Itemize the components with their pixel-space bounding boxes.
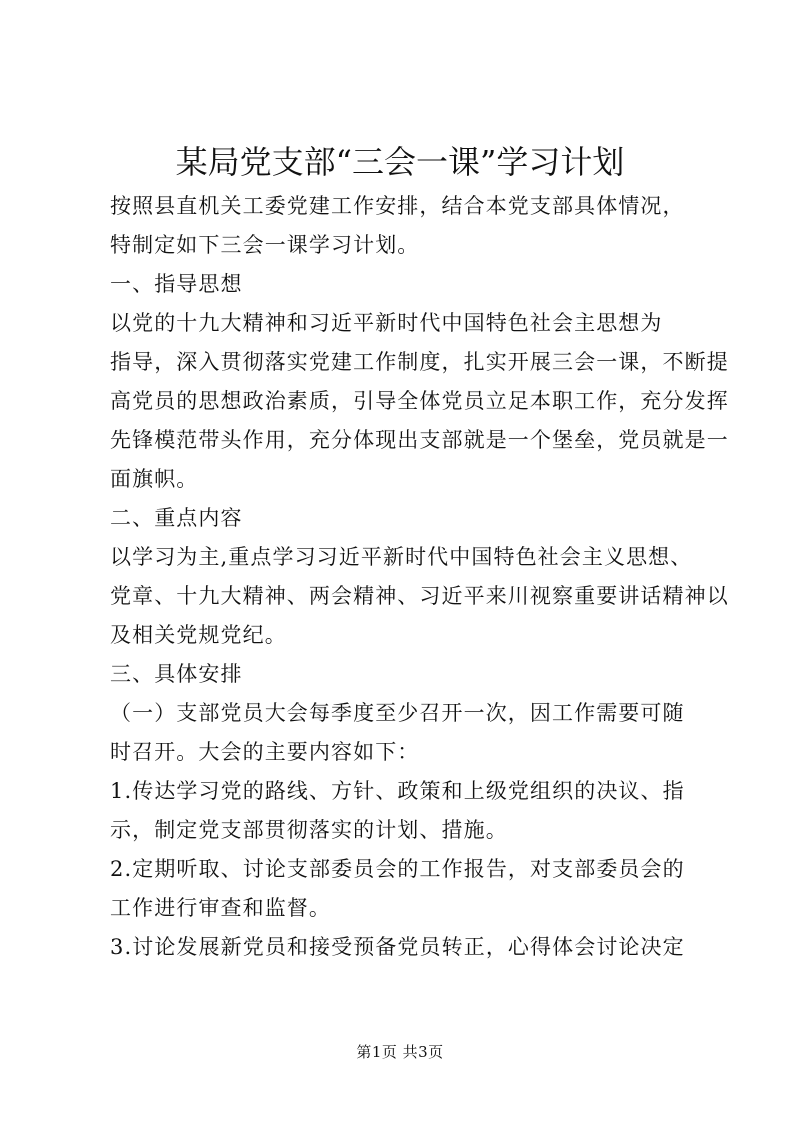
body-line: 党章、十九大精神、两会精神、习近平来川视察重要讲话精神以	[110, 584, 729, 608]
body-line: （一）支部党员大会每季度至少召开一次，因工作需要可随	[110, 701, 685, 725]
body-line: 以党的十九大精神和习近平新时代中国特色社会主思想为	[110, 311, 663, 335]
body-line: 及相关党规党纪。	[110, 623, 287, 647]
body-line: 3.讨论发展新党员和接受预备党员转正，心得体会讨论决定	[110, 935, 685, 959]
body-line: 先锋模范带头作用，充分体现出支部就是一个堡垒，党员就是一	[110, 428, 729, 452]
body-line: 高党员的思想政治素质，引导全体党员立足本职工作，充分发挥	[110, 389, 729, 413]
body-line: 以学习为主,重点学习习近平新时代中国特色社会主义思想、	[110, 545, 693, 569]
body-line: 工作进行审查和监督。	[110, 896, 331, 920]
body-line: 时召开。大会的主要内容如下：	[110, 740, 420, 764]
section-heading: 三、具体安排	[110, 662, 243, 686]
body-line: 1.传达学习党的路线、方针、政策和上级党组织的决议、指	[110, 779, 685, 803]
section-heading: 二、重点内容	[110, 506, 243, 530]
document-body	[110, 187, 729, 967]
body-line: 特制定如下三会一课学习计划。	[110, 233, 420, 257]
body-line: 面旗帜。	[110, 467, 199, 491]
document-title: 某局党支部“三会一课”学习计划	[175, 143, 625, 181]
page-footer: 第1页 共3页	[356, 1043, 444, 1061]
body-line: 示，制定党支部贯彻落实的计划、措施。	[110, 818, 508, 842]
section-heading: 一、指导思想	[110, 272, 243, 296]
body-line: 指导，深入贯彻落实党建工作制度，扎实开展三会一课，不断提	[110, 350, 729, 374]
body-line: 按照县直机关工委党建工作安排，结合本党支部具体情况，	[110, 194, 685, 218]
body-line: 2.定期听取、讨论支部委员会的工作报告，对支部委员会的	[110, 857, 685, 881]
